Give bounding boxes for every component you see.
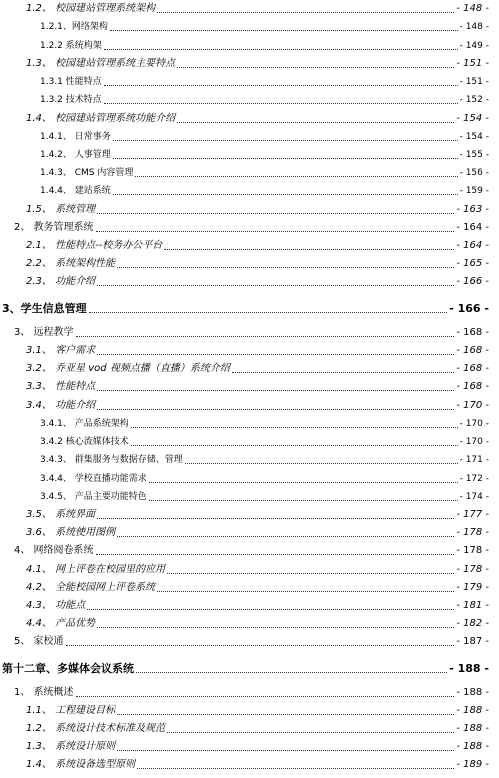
toc-leader-dots xyxy=(177,67,454,68)
toc-entry-title: 3、学生信息管理 xyxy=(2,302,87,315)
toc-entry-title: 1.4、 校园建站管理系统功能介绍 xyxy=(26,113,176,124)
toc-entry-page: - 166 - xyxy=(456,276,489,287)
toc-entry[interactable] xyxy=(40,470,489,486)
toc-leader-dots xyxy=(164,249,454,250)
toc-entry-page: - 159 - xyxy=(459,186,489,196)
toc-leader-dots xyxy=(185,463,458,464)
toc-entry[interactable] xyxy=(14,542,489,558)
toc-entry-page: - 179 - xyxy=(456,582,489,593)
toc-entry[interactable] xyxy=(40,18,489,34)
toc-entry-title: 3.4.5、 产品主要功能特色 xyxy=(40,492,147,502)
toc-entry-title: 1.3、 校园建站管理系统主要特点 xyxy=(26,58,176,69)
toc-entry-title: 1.1、 工程建设目标 xyxy=(26,705,116,716)
toc-entry-page: - 165 - xyxy=(456,258,489,269)
toc-leader-dots xyxy=(117,536,454,537)
toc-leader-dots xyxy=(97,409,454,410)
toc-entry[interactable] xyxy=(14,633,489,649)
toc-leader-dots xyxy=(157,12,454,13)
toc-entry[interactable] xyxy=(26,273,489,289)
toc-entry[interactable] xyxy=(26,720,489,736)
toc-entry-title: 4、 网络阅卷系统 xyxy=(14,545,94,556)
toc-entry[interactable] xyxy=(40,182,489,198)
toc-entry[interactable] xyxy=(40,37,489,53)
toc-entry[interactable] xyxy=(40,91,489,107)
toc-leader-dots xyxy=(113,158,458,159)
toc-entry-title: 1.3.1 性能特点 xyxy=(40,77,102,87)
toc-entry-page: - 170 - xyxy=(456,400,489,411)
toc-entry-title: 2、 教务管理系统 xyxy=(14,222,94,233)
toc-leader-dots xyxy=(167,732,454,733)
toc-entry-page: - 188 - xyxy=(456,723,489,734)
toc-entry-page: - 170 - xyxy=(459,419,489,429)
toc-entry-page: - 148 - xyxy=(459,22,489,32)
toc-entry-page: - 152 - xyxy=(459,95,489,105)
toc-entry-title: 1.5、 系统管理 xyxy=(26,204,96,215)
toc-entry-page: - 189 - xyxy=(456,759,489,770)
toc-leader-dots xyxy=(89,312,448,313)
toc-leader-dots xyxy=(136,672,447,673)
toc-entry[interactable] xyxy=(26,561,489,577)
toc-entry-title: 2.2、 系统架构性能 xyxy=(26,258,116,269)
toc-entry-title: 3.3、 性能特点 xyxy=(26,381,96,392)
toc-entry-title: 1.4.4、 建站系统 xyxy=(40,186,111,196)
toc-entry-page: - 154 - xyxy=(459,132,489,142)
toc-leader-dots xyxy=(104,85,458,86)
toc-entry-page: - 168 - xyxy=(456,327,489,338)
toc-entry-page: - 151 - xyxy=(456,58,489,69)
toc-leader-dots xyxy=(149,500,458,501)
toc-entry-title: 3.4.2 核心流媒体技术 xyxy=(40,437,129,447)
toc-leader-dots xyxy=(149,482,458,483)
toc-entry-page: - 171 - xyxy=(459,455,489,465)
toc-leader-dots xyxy=(157,591,454,592)
toc-leader-dots xyxy=(97,285,454,286)
toc-entry-title: 1.2.2 系统构架 xyxy=(40,41,102,51)
toc-leader-dots xyxy=(76,696,455,697)
toc-entry[interactable] xyxy=(26,378,489,394)
toc-entry-page: - 168 - xyxy=(456,381,489,392)
toc-entry[interactable] xyxy=(26,255,489,271)
toc-entry-page: - 174 - xyxy=(459,492,489,502)
toc-entry-page: - 177 - xyxy=(456,509,489,520)
toc-leader-dots xyxy=(97,390,454,391)
toc-entry-page: - 188 - xyxy=(456,741,489,752)
toc-entry-page: - 182 - xyxy=(456,618,489,629)
toc-entry-page: - 163 - xyxy=(456,204,489,215)
toc-entry-page: - 187 - xyxy=(456,636,489,647)
toc-entry-title: 3、 远程教学 xyxy=(14,327,74,338)
toc-entry[interactable] xyxy=(26,397,489,413)
toc-entry-title: 4.3、 功能点 xyxy=(26,600,86,611)
toc-entry-page: - 154 - xyxy=(456,113,489,124)
toc-entry-title: 3.4.4、 学校直播功能需求 xyxy=(40,474,147,484)
toc-entry-title: 3.2、 乔亚星 vod 视频点播（直播）系统介绍 xyxy=(26,363,230,374)
toc-entry[interactable] xyxy=(40,164,489,180)
toc-entry-page: - 181 - xyxy=(456,600,489,611)
toc-entry[interactable] xyxy=(26,615,489,631)
toc-entry[interactable] xyxy=(26,201,489,217)
toc-entry-title: 1.3.2 技术特点 xyxy=(40,95,102,105)
toc-entry-page: - 166 - xyxy=(449,302,489,315)
toc-leader-dots xyxy=(135,176,457,177)
toc-entry[interactable] xyxy=(40,488,489,504)
toc-leader-dots xyxy=(97,354,454,355)
toc-entry[interactable] xyxy=(40,415,489,431)
toc-leader-dots xyxy=(104,49,458,50)
toc-entry[interactable] xyxy=(40,433,489,449)
toc-entry-title: 1.2、 系统设计技术标准及规范 xyxy=(26,723,166,734)
toc-leader-dots xyxy=(113,194,458,195)
toc-leader-dots xyxy=(117,714,454,715)
toc-leader-dots xyxy=(131,445,458,446)
toc-entry[interactable] xyxy=(40,128,489,144)
toc-entry-page: - 172 - xyxy=(459,474,489,484)
toc-entry[interactable] xyxy=(26,756,489,772)
toc-entry[interactable] xyxy=(26,110,489,126)
toc-entry-title: 1.2、 校园建站管理系统架构 xyxy=(26,3,156,14)
toc-entry-page: - 188 - xyxy=(456,687,489,698)
toc-entry[interactable] xyxy=(26,579,489,595)
toc-entry[interactable] xyxy=(2,300,489,316)
toc-entry-title: 3.4.1、 产品系统架构 xyxy=(40,419,129,429)
toc-entry-page: - 151 - xyxy=(459,77,489,87)
toc-entry[interactable] xyxy=(26,360,489,376)
toc-leader-dots xyxy=(113,140,458,141)
toc-entry[interactable] xyxy=(26,342,489,358)
toc-leader-dots xyxy=(97,213,454,214)
toc-entry-title: 1.4.3、 CMS 内容管理 xyxy=(40,168,134,178)
toc-leader-dots xyxy=(76,336,455,337)
toc-entry[interactable] xyxy=(26,597,489,613)
toc-leader-dots xyxy=(87,609,454,610)
toc-leader-dots xyxy=(131,427,458,428)
toc-entry-page: - 164 - xyxy=(456,240,489,251)
toc-entry-title: 4.1、 网上评卷在校园里的应用 xyxy=(26,564,166,575)
toc-entry-page: - 149 - xyxy=(459,41,489,51)
toc-entry-page: - 155 - xyxy=(459,150,489,160)
toc-leader-dots xyxy=(96,554,455,555)
toc-leader-dots xyxy=(232,372,455,373)
toc-leader-dots xyxy=(96,231,455,232)
toc-leader-dots xyxy=(66,645,455,646)
toc-entry[interactable] xyxy=(26,237,489,253)
toc-entry[interactable] xyxy=(14,219,489,235)
toc-entry-page: - 188 - xyxy=(456,705,489,716)
toc-entry-title: 3.4.3、 群集服务与数据存储、管理 xyxy=(40,455,183,465)
toc-entry-page: - 156 - xyxy=(459,168,489,178)
toc-entry-page: - 168 - xyxy=(456,345,489,356)
toc-entry[interactable] xyxy=(26,524,489,540)
toc-entry[interactable] xyxy=(2,660,489,676)
toc-entry-title: 5、 家校通 xyxy=(14,636,64,647)
toc-leader-dots xyxy=(110,30,458,31)
toc-entry-page: - 170 - xyxy=(459,437,489,447)
toc-entry[interactable] xyxy=(40,451,489,467)
toc-entry-title: 2.1、 性能特点--校务办公平台 xyxy=(26,240,163,251)
toc-entry-page: - 168 - xyxy=(456,363,489,374)
toc-leader-dots xyxy=(104,103,458,104)
toc-entry-title: 1.4.1、 日常事务 xyxy=(40,132,111,142)
toc-entry-title: 1.4、 系统设备选型原则 xyxy=(26,759,136,770)
toc-leader-dots xyxy=(177,122,454,123)
toc-entry-title: 3.5、 系统界面 xyxy=(26,509,96,520)
toc-leader-dots xyxy=(97,627,454,628)
toc-entry-page: - 178 - xyxy=(456,545,489,556)
toc-entry-title: 1、 系统概述 xyxy=(14,687,74,698)
toc-entry[interactable] xyxy=(26,738,489,754)
toc-entry-title: 4.2、 全能校园网上评卷系统 xyxy=(26,582,156,593)
toc-entry-page: - 178 - xyxy=(456,564,489,575)
toc-entry[interactable] xyxy=(26,55,489,71)
toc-entry[interactable] xyxy=(40,146,489,162)
toc-entry-title: 1.4.2、 人事管理 xyxy=(40,150,111,160)
toc-entry[interactable] xyxy=(26,0,489,16)
toc-leader-dots xyxy=(97,518,454,519)
toc-entry[interactable] xyxy=(14,684,489,700)
toc-entry-page: - 148 - xyxy=(456,3,489,14)
toc-entry-title: 1.2.1、网络架构 xyxy=(40,22,108,32)
toc-entry-title: 3.1、 客户需求 xyxy=(26,345,96,356)
toc-entry[interactable] xyxy=(26,702,489,718)
toc-entry-page: - 178 - xyxy=(456,527,489,538)
toc-leader-dots xyxy=(117,267,454,268)
toc-entry-title: 3.4、 功能介绍 xyxy=(26,400,96,411)
toc-leader-dots xyxy=(117,750,454,751)
toc-entry-title: 4.4、 产品优势 xyxy=(26,618,96,629)
toc-entry-title: 第十二章、多媒体会议系统 xyxy=(2,662,134,675)
toc-entry-title: 2.3、 功能介绍 xyxy=(26,276,96,287)
toc-entry-title: 3.6、 系统使用图例 xyxy=(26,527,116,538)
toc-leader-dots xyxy=(167,573,454,574)
toc-entry[interactable] xyxy=(14,324,489,340)
toc-entry-title: 1.3、 系统设计原则 xyxy=(26,741,116,752)
toc-entry-page: - 164 - xyxy=(456,222,489,233)
toc-entry[interactable] xyxy=(26,506,489,522)
toc-entry-page: - 188 - xyxy=(449,662,489,675)
toc-entry[interactable] xyxy=(40,73,489,89)
toc-leader-dots xyxy=(137,768,454,769)
